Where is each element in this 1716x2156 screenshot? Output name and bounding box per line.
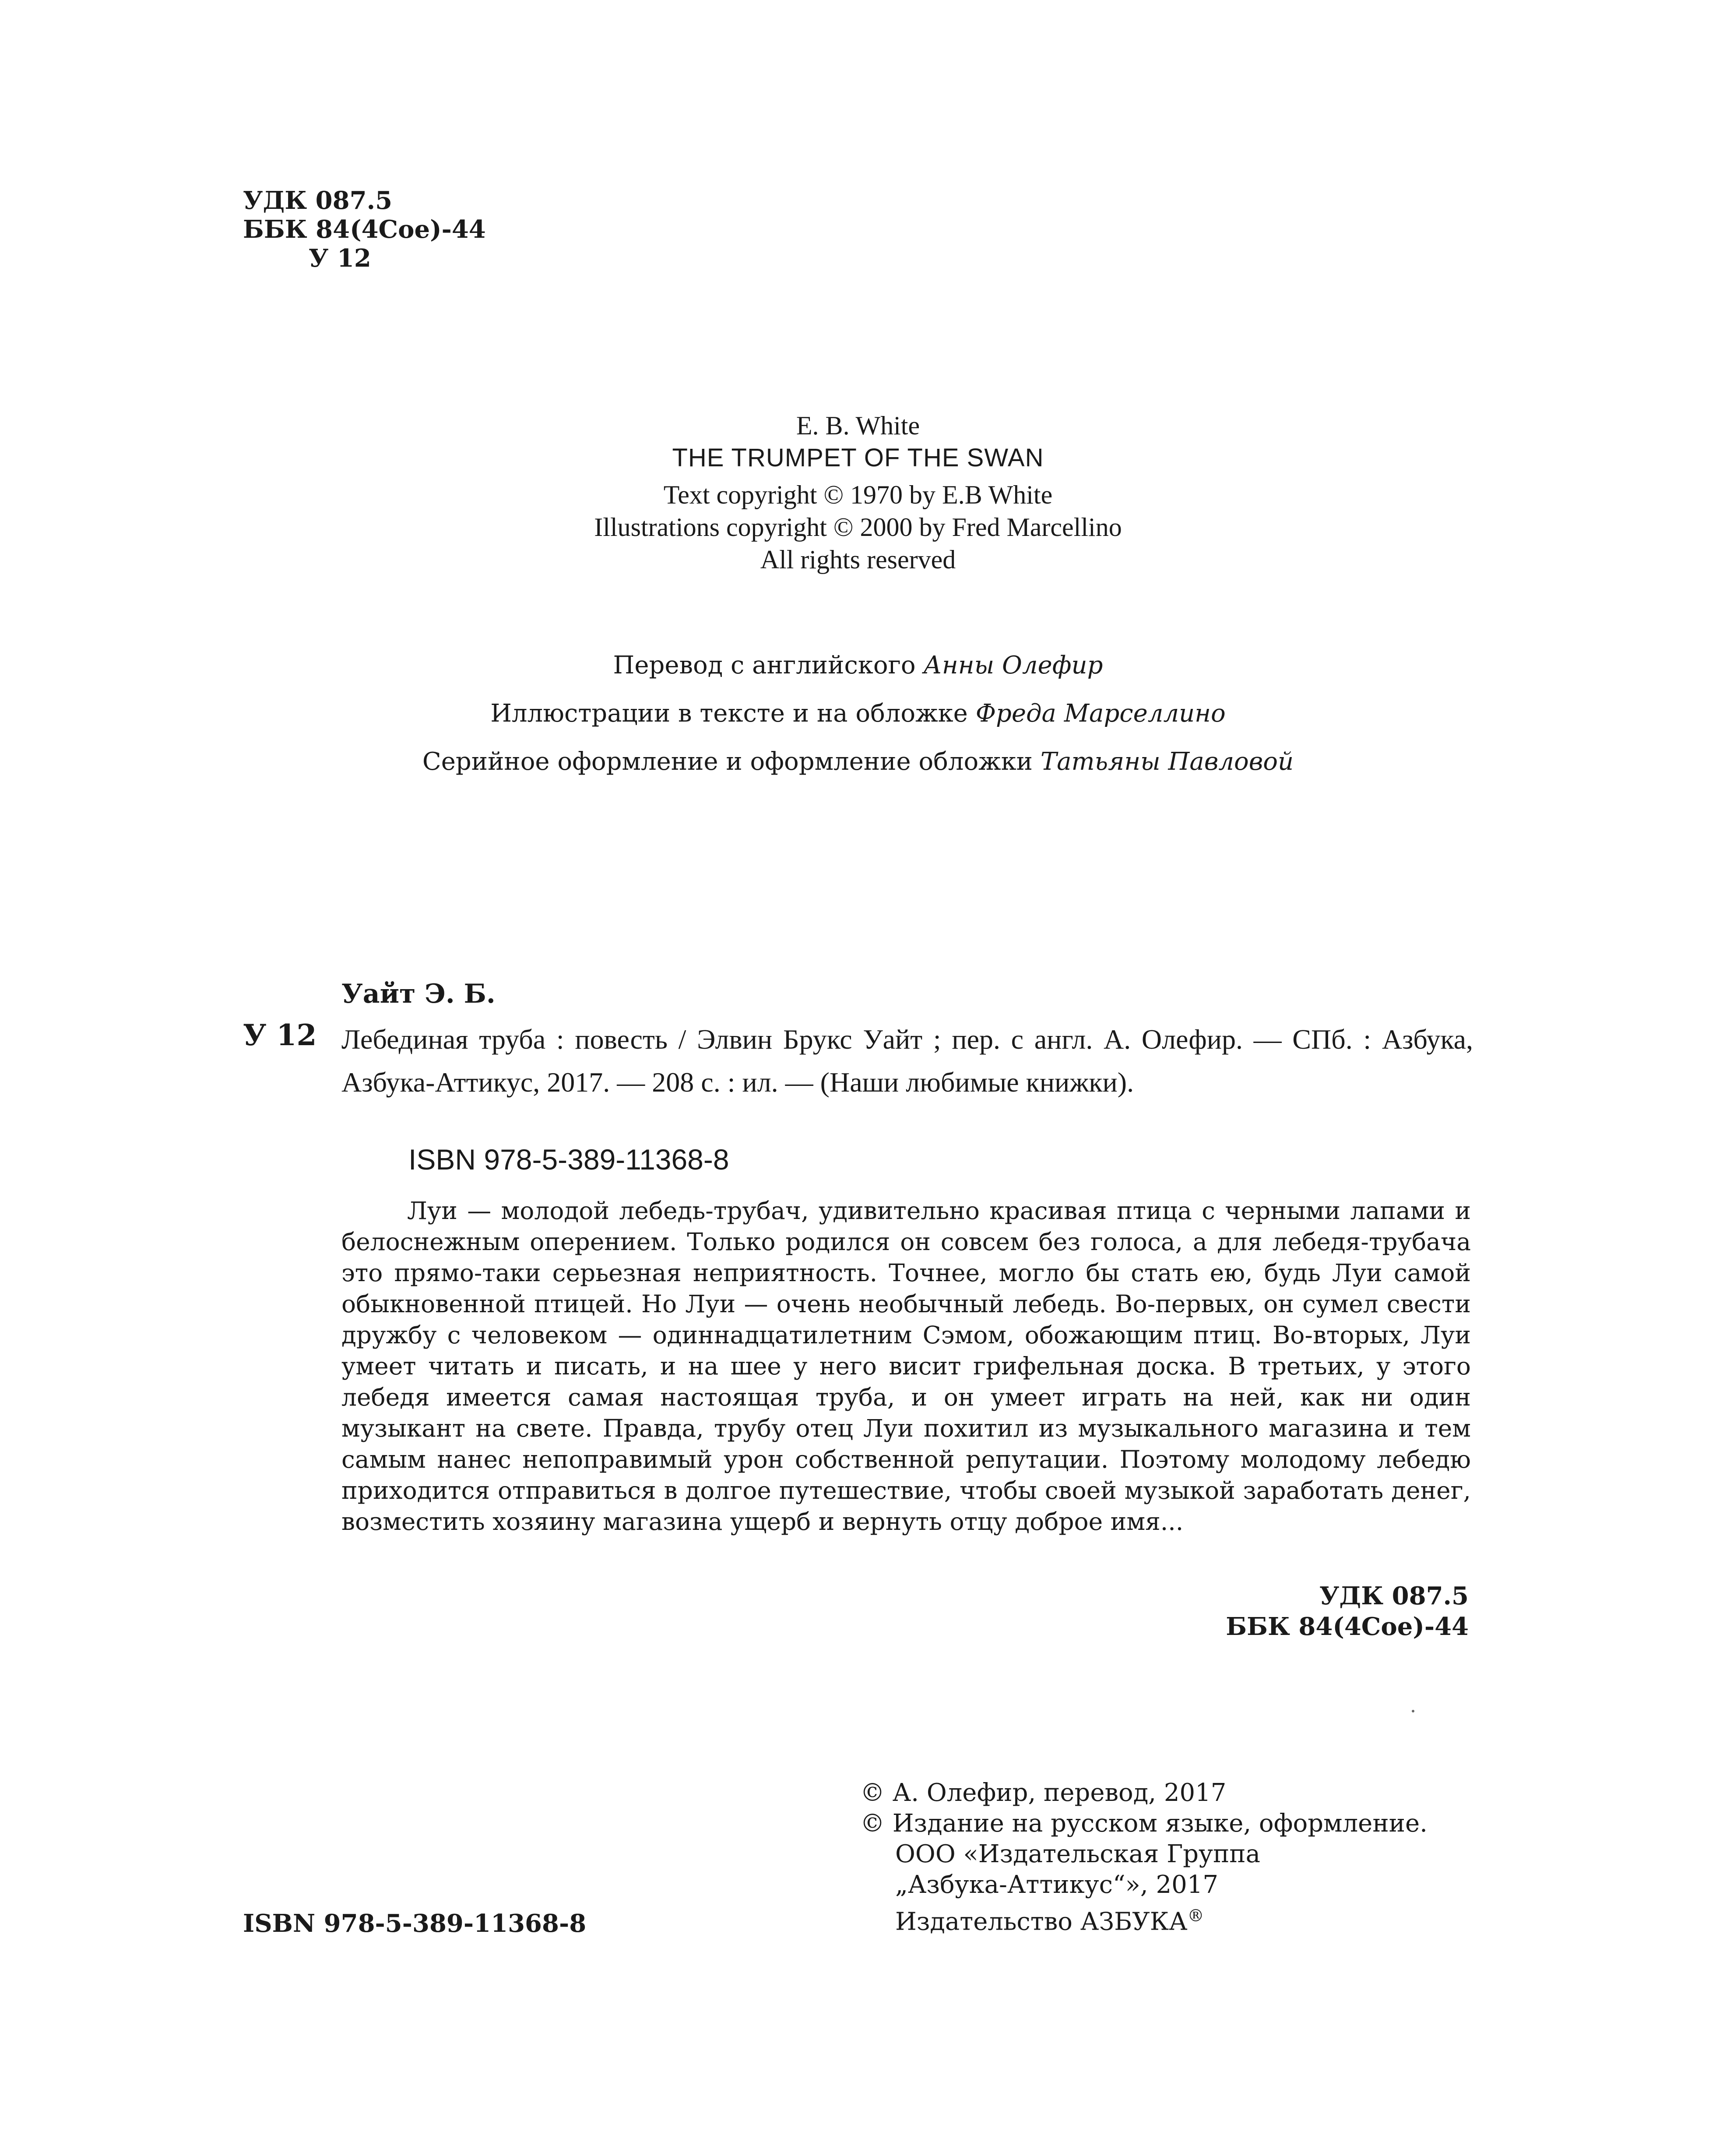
bib-author-code: У 12 [243, 1018, 317, 1052]
publisher-line [860, 1900, 1428, 1938]
isbn-bottom: ISBN 978-5-389-11368-8 [243, 1909, 587, 1938]
illustrator-name: Фреда Марселлино [975, 699, 1226, 728]
designer-label: Серийное оформление и оформление обложки [422, 747, 1033, 776]
publisher-name: Издательство АЗБУКА [895, 1907, 1188, 1936]
bbk-code: ББК 84(4Сое)-44 [243, 215, 486, 244]
copyright-edition: © Издание на русском языке, оформление. [860, 1809, 1428, 1838]
translation-name: Анны Олефир [923, 651, 1103, 680]
bib-isbn: ISBN 978-5-389-11368-8 [408, 1143, 729, 1176]
bib-description: Лебединая труба : повесть / Элвин Брукс Уайт ; пер. с англ. А. Олефир. — СПб. : Азбука, Азбука-Аттикус, 2017. — 208 с. : ил. — (Наши любимые книжки). [341, 1024, 1473, 1098]
copyright-publisher-group-name: „Азбука-Аттикус“», 2017 [895, 1871, 1218, 1899]
copyright-block [860, 1778, 1428, 1938]
designer-name: Татьяны Павловой [1040, 747, 1294, 776]
illustrator-credit [0, 690, 1716, 738]
classification-bottom [1138, 1581, 1469, 1642]
translation-label: Перевод с английского [613, 651, 916, 680]
illustrator-label: Иллюстрации в тексте и на обложке [490, 699, 968, 728]
illustrations-copyright: Illustrations copyright © 2000 by Fred Marcellino [594, 513, 1122, 542]
rights-reserved: All rights reserved [760, 545, 956, 574]
classification-top [243, 186, 486, 273]
designer-credit [0, 738, 1716, 786]
original-credits [0, 409, 1716, 576]
annotation: Луи — молодой лебедь-трубач, удивительно красивая птица с черными лапами и белоснежным оперением. Только родился он совсем без голоса, а для лебедя-трубача это прямо-таки серьезная неприятность. Точнее, могло бы стать ею, будь Луи самой обыкновенной птицей. Но Луи — очень необычный лебедь. Во-первых, он сумел свести дружбу с человеком — одиннадцатилетним Сэмом, обожающим птиц. Во-вторых, Луи умеет читать и писать, и на шее у него висит грифельная доска. В третьих, у этого лебедя имеется самая настоящая труба, и он умеет играть на ней, как ни один музыкант на свете. Правда, трубу отец Луи похитил из музыкального магазина и тем самым нанес непоправимый урон собственной репутации. Поэтому молодому лебедю приходится отправиться в долгое путешествие, чтобы своей музыкой заработать денег, возместить хозяину магазина ущерб и вернуть отцу доброе имя... [341, 1197, 1471, 1536]
copyright-translation: © А. Олефир, перевод, 2017 [860, 1779, 1227, 1807]
translator-credits [0, 641, 1716, 786]
bbk-code-bottom: ББК 84(4Сое)-44 [1226, 1612, 1469, 1641]
registered-mark-icon: ® [1187, 1906, 1204, 1925]
author-code: У 12 [309, 244, 371, 273]
translation-credit [0, 641, 1716, 690]
original-title: THE TRUMPET OF THE SWAN [672, 444, 1044, 472]
original-author: E. B. White [796, 411, 920, 440]
print-speck [1412, 1710, 1414, 1712]
bib-author: Уайт Э. Б. [341, 979, 496, 1009]
text-copyright: Text copyright © 1970 by E.B White [663, 480, 1053, 509]
udk-code: УДК 087.5 [243, 186, 393, 215]
copyright-publisher-group: ООО «Издательская Группа [895, 1840, 1261, 1868]
udk-code-bottom: УДК 087.5 [1319, 1582, 1469, 1610]
